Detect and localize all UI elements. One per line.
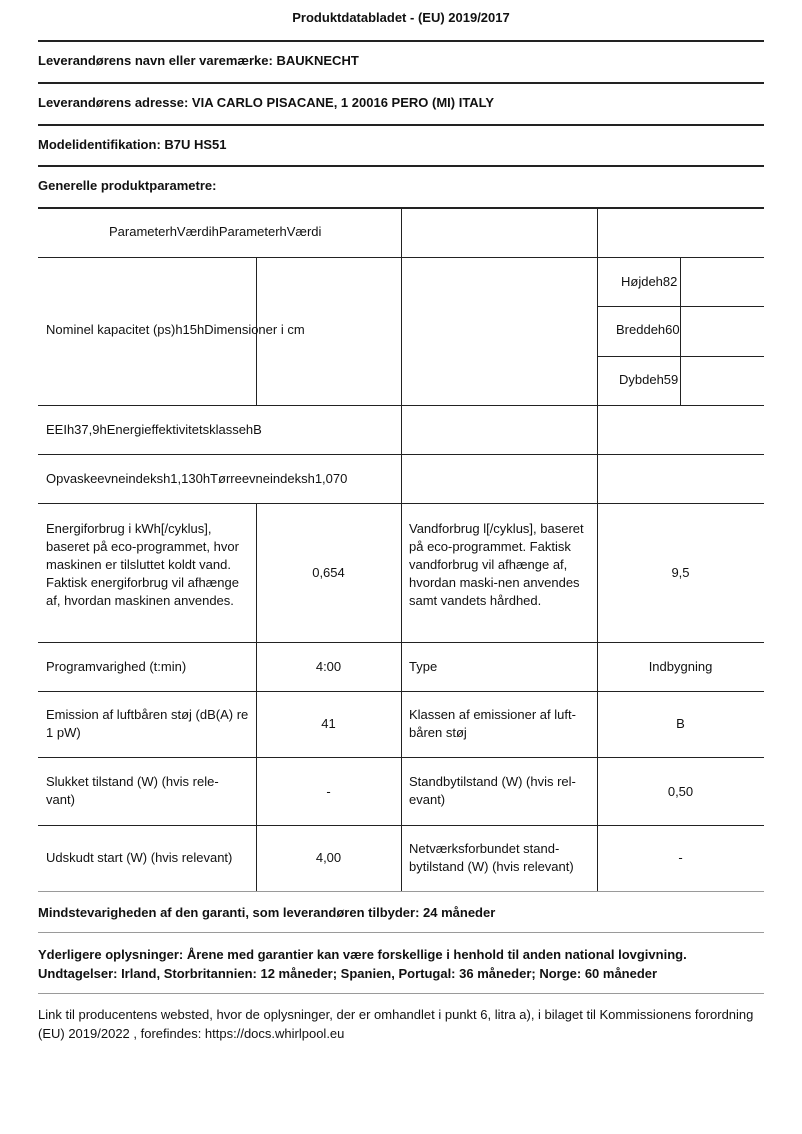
delay-start-value: 4,00 [315,850,342,865]
depth-cell: Dybdeh59 [619,372,679,387]
divider [38,40,764,42]
off-mode-value: - [326,784,331,799]
noise-emission-label: Emission af luftbåren støj (dB(A) re 1 pW) [46,707,249,740]
table-col-rule [680,257,681,405]
divider [38,932,764,933]
divider [38,993,764,994]
divider [38,124,764,126]
capacity-cell: Nominel kapacitet (ps)h15hDimensioner i cm [46,322,305,337]
height-cell: Højdeh82 [621,274,678,289]
table-col-rule [256,503,257,891]
width-cell: Breddeh60 [616,322,680,337]
divider [38,165,764,167]
type-value: Indbygning [648,659,713,674]
energy-consumption-value: 0,654 [312,565,345,580]
water-consumption-value: 9,5 [671,565,690,580]
noise-class-label: Klassen af emissioner af luft-båren støj [409,707,576,740]
divider [38,82,764,84]
type-label: Type [409,659,438,674]
table-rule [38,891,764,892]
table-col-rule [401,207,402,891]
page-title: Produktdatabladet - (EU) 2019/2017 [292,10,510,25]
additional-info-text: Yderligere oplysninger: Årene med garantier kan være forskellige i henhold til anden national lovgivning. Undtagelser: Irland, Storbritannien: 12 måneder; Spanien, Portugal: 36 måneder; Norge: 60 måneder [38,947,687,981]
water-consumption-label: Vandforbrug l[/cyklus], baseret på eco-programmet. Faktisk vandforbrug vil afhænge af, hvordan maski-nen anvendes samt vandets hårdhed. [409,521,584,608]
networked-standby-label: Netværksforbundet stand-bytilstand (W) (hvis relevant) [409,841,574,874]
table-header-text: ParameterhVærdihParameterhVærdi [109,224,322,239]
energy-consumption-label: Energiforbrug i kWh[/cyklus], baseret på eco-programmet, hvor maskinen er tilsluttet koldt vand. Faktisk energiforbrug vil afhænge af, hvordan maskinen anvendes. [46,521,239,608]
warranty-text: Mindstevarigheden af den garanti, som leverandøren tilbyder: 24 måneder [38,905,496,920]
standby-value: 0,50 [667,784,694,799]
eei-cell: EEIh37,9hEnergieffektivitetsklassehB [46,422,262,437]
standby-label: Standbytilstand (W) (hvis rel-evant) [409,774,576,807]
delay-start-label: Udskudt start (W) (hvis relevant) [46,850,233,865]
model-identification: Modelidentifikation: B7U HS51 [38,137,227,152]
supplier-name: Leverandørens navn eller varemærke: BAUKNECHT [38,53,359,68]
noise-emission-value: 41 [321,716,336,731]
program-duration-value: 4:00 [315,659,342,674]
manufacturer-link-text: Link til producentens websted, hvor de oplysninger, der er omhandlet i punkt 6, litra a), i bilaget til Kommissionens forordning (EU) 2019/2022 , forefindes: https://docs.whirlpool.eu [38,1007,754,1041]
supplier-address: Leverandørens adresse: VIA CARLO PISACANE, 1 20016 PERO (MI) ITALY [38,95,495,110]
general-parameters-heading: Generelle produktparametre: [38,178,217,193]
off-mode-label: Slukket tilstand (W) (hvis rele-vant) [46,774,219,807]
program-duration-label: Programvarighed (t:min) [46,659,187,674]
cleaning-index-cell: Opvaskeevneindeksh1,130hTørreevneindeksh1,070 [46,471,348,486]
networked-standby-value: - [678,850,683,865]
noise-class-value: B [676,716,685,731]
